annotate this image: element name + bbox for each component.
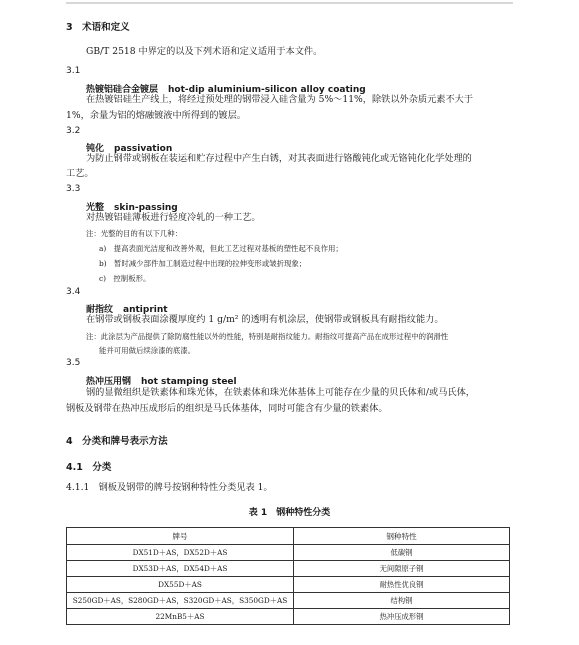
term-number: 3.2 [66,126,81,136]
term-note-item: c) 控制板形。 [99,274,151,283]
section-4-heading: 4 分类和牌号表示方法 [66,436,168,447]
term-definition: 在热镀铝硅生产线上，将经过预处理的钢带浸入硅含量为 5%～11%，除铁以外杂质元素不大于 [86,94,474,105]
section-3-heading: 3 术语和定义 [66,22,130,33]
section-3-intro: GB/T 2518 中界定的以及下列术语和定义适用于本文件。 [86,46,323,57]
clause-4-1-1: 4.1.1 钢板及钢带的牌号按钢种特性分类见表 1。 [66,482,273,493]
grade-classification-table [66,527,510,625]
term-zh: 耐指纹 [86,305,114,315]
table-row [67,545,510,561]
characteristic-cell: 低碳钢 [294,545,510,561]
term-zh: 热镀铝硅合金镀层 [86,85,159,95]
term-number: 3.3 [66,184,81,194]
term-note: 注：此涂层为产品提供了除防腐性能以外的性能，特别是耐指纹能力。耐指纹可提高产品在成形过程中的润滑性 [86,332,449,341]
term-en: antiprint [123,305,168,315]
term-definition-cont: 1%，余量为铝的熔融镀液中所得到的镀层。 [66,110,246,121]
term-number: 3.4 [66,287,81,297]
table-row [67,577,510,593]
characteristic-cell: 结构钢 [294,593,510,609]
term-definition-cont: 工艺。 [66,168,94,179]
term-en: hot stamping steel [141,377,237,387]
grade-cell: 22MnB5＋AS [67,609,294,625]
characteristic-cell: 耐热性优良钢 [294,577,510,593]
term-definition-cont: 钢板及钢带在热冲压成形后的组织是马氏体基体，同时可能含有少量的铁素体。 [66,403,388,414]
term-en: passivation [114,144,173,154]
table-row [67,593,510,609]
grade-cell: DX53D＋AS，DX54D＋AS [67,561,294,577]
table-caption: 表 1 钢种特性分类 [248,508,331,518]
term-note-title: 注：光整的目的有以下几种： [86,229,183,238]
term-note-item: b) 暂时减少部件加工制造过程中出现的拉伸变形或皱折现象； [99,259,307,268]
term-definition: 在钢带或钢板表面涂覆厚度约 1 g/m² 的透明有机涂层，使钢带或钢板具有耐指纹能力。 [86,314,444,325]
term-definition: 为防止钢带或钢板在装运和贮存过程中产生白锈，对其表面进行铬酸钝化或无铬钝化化学处理的 [86,153,472,164]
column-header-characteristic: 钢种特性 [294,528,510,545]
term-note-item: a) 提高表面光洁度和改善外观，但此工艺过程对基板的塑性起不良作用； [99,244,343,253]
term-en: skin-passing [114,203,178,213]
table-header-row [67,528,510,545]
term-en: hot-dip aluminium-silicon alloy coating [168,85,366,95]
page-top-rule [66,2,513,4]
term-zh: 钝化 [86,144,105,154]
term-number: 3.1 [66,66,81,76]
grade-cell: S250GD＋AS，S280GD＋AS，S320GD＋AS，S350GD＋AS [67,593,294,609]
term-number: 3.5 [66,358,81,368]
grade-cell: DX51D＋AS，DX52D＋AS [67,545,294,561]
term-zh: 热冲压用钢 [86,377,132,387]
column-header-grade: 牌号 [67,528,294,545]
table-row [67,561,510,577]
table-row [67,609,510,625]
grade-cell: DX55D＋AS [67,577,294,593]
term-definition: 对热镀铝硅薄板进行轻度冷轧的一种工艺。 [86,212,261,223]
characteristic-cell: 热冲压成形钢 [294,609,510,625]
characteristic-cell: 无间隙原子钢 [294,561,510,577]
term-note-cont: 能并可用做后续涂漆的底漆。 [99,346,196,355]
term-zh: 光整 [86,203,105,213]
section-4-1-heading: 4.1 分类 [66,462,112,473]
term-definition: 钢的显微组织是铁素体和珠光体，在铁素体和珠光体基体上可能存在少量的贝氏体和/或马氏体， [86,387,475,398]
